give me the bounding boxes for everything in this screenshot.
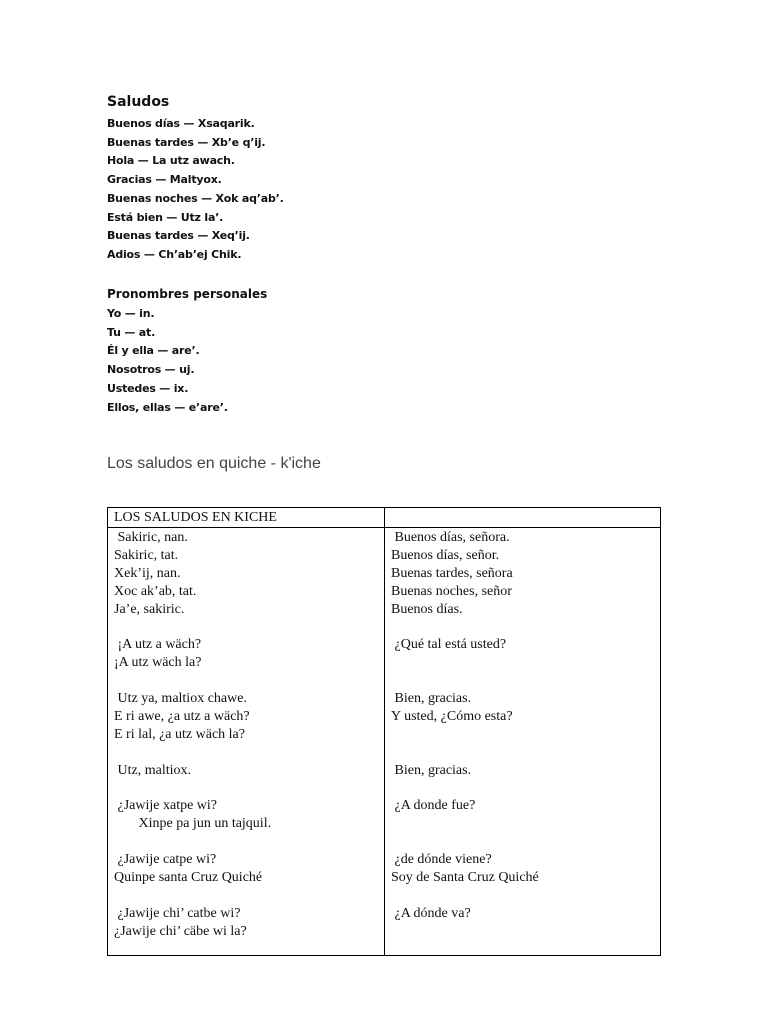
table-line: Xek’ij, nan. [114,565,181,581]
table-line [391,833,659,851]
saludos-heading: Saludos [107,94,170,110]
table-line: Sakiric, nan. [114,530,188,545]
table-line: Soy de Santa Cruz Quiché [391,869,539,885]
table-line [391,726,659,744]
list-item: Yo — in. [107,307,155,320]
table-line: ¿Jawije xatpe wi? [114,798,218,814]
list-item: Buenas noches — Xok aq’ab’. [107,191,284,205]
list-item: Gracias — Maltyox. [107,173,222,187]
table-line: Xinpe pa jun un tajquil. [114,816,272,832]
pronombres-list [107,305,228,417]
table-line [391,923,659,941]
table-line [391,672,659,690]
table-line: ¡A utz a wäch? [114,637,202,653]
table-line: ¿A dónde va? [391,905,471,921]
table-line [114,618,382,636]
list-item: Buenos días — Xsaqarik. [107,117,255,130]
table-line: ¿Jawije catpe wi? [114,852,217,868]
table-line: Buenas noches, señor [391,583,512,599]
list-item: Ustedes — ix. [107,381,189,395]
table-line: ¡A utz wäch la? [114,655,202,671]
table-line: ¿Jawije chi’ cäbe wi la? [114,923,247,939]
table-line: Buenos días, señora. [391,530,510,545]
table-line [114,744,382,762]
table-line [114,887,382,905]
list-item: Está bien — Utz la’. [107,210,224,224]
table-line: Ja’e, sakiric. [114,601,185,617]
table-line: Xoc ak’ab, tat. [114,583,197,599]
list-item: Adios — Ch’ab’ej Chik. [107,247,242,261]
table-section-title: Los saludos en quiche - k'iche [107,455,321,472]
list-item: Hola — La utz awach. [107,154,235,168]
table-line [391,815,659,833]
list-item: Tu — at. [107,325,156,339]
saludos-table [107,507,661,956]
table-line: ¿A donde fue? [391,798,476,814]
table-line [391,618,659,636]
table-line: Buenos días. [391,601,463,617]
table-header-cell: LOS SALUDOS EN KICHE [114,510,277,525]
table-line [391,654,659,672]
spanish-column [391,529,659,940]
pronombres-heading: Pronombres personales [107,287,268,301]
table-line: E ri awe, ¿a utz a wäch? [114,708,250,724]
list-item: Nosotros — uj. [107,363,195,377]
column-divider [384,508,385,955]
table-line: Y usted, ¿Cómo esta? [391,708,513,724]
table-line: ¿de dónde viene? [391,852,492,868]
table-line [391,887,659,905]
table-line: Utz, maltiox. [114,762,191,778]
list-item: Él y ella — are’. [107,344,200,358]
table-line: E ri lal, ¿a utz wäch la? [114,726,245,742]
list-item: Buenas tardes — Xb’e q’ij. [107,135,266,149]
table-line: ¿Qué tal está usted? [391,637,507,653]
table-line: Utz ya, maltiox chawe. [114,691,247,707]
table-line [114,672,382,690]
table-line: Bien, gracias. [391,691,472,707]
table-line [391,779,659,797]
table-line: Buenos días, señor. [391,547,500,563]
table-line: Sakiric, tat. [114,547,179,563]
table-line: Bien, gracias. [391,762,472,778]
table-line: Buenas tardes, señora [391,565,513,581]
kiche-column [114,529,382,940]
list-item: Ellos, ellas — e’are’. [107,400,228,414]
table-line [391,744,659,762]
list-item: Buenas tardes — Xeq’ij. [107,229,250,243]
table-line: Quinpe santa Cruz Quiché [114,869,263,885]
saludos-list [107,115,284,265]
table-line [114,833,382,851]
table-line: ¿Jawije chi’ catbe wi? [114,905,241,921]
table-line [114,779,382,797]
